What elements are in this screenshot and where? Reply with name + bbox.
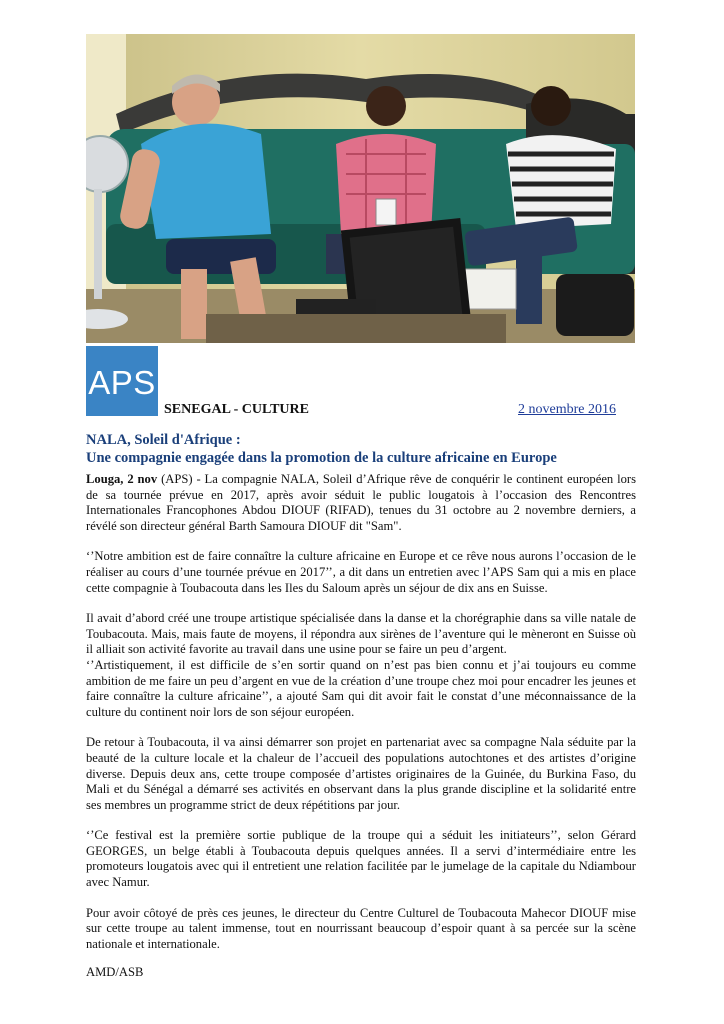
paragraph-1 — [86, 472, 636, 534]
paragraph-1-text: (APS) - La compagnie NALA, Soleil d’Afrique rêve de conquérir le continent européen lors de sa tournée prévue en 2017, après avoir séduit le public lougatois à l’occasion des Rencontres Internationales Francophones Abdou DIOUF (RIFAD), tenues du 31 octobre au 2 novembre derniers, a révélé son directeur général Barth Samoura DIOUF dit "Sam". — [86, 472, 636, 533]
aps-logo — [86, 346, 158, 416]
paragraph-6: ‘’Ce festival est la première sortie publique de la troupe qui a séduit les initiateurs’’, selon Gérard GEORGES, un belge établi à Toubacouta depuis quelques années. Il a servi d’intermédiaire entre les promoteurs lougatois avec qui il entretient une relation facilitée par le jumelage de la capitale du Ndiambour avec Namur. — [86, 828, 636, 890]
article-date-link[interactable]: 2 novembre 2016 — [518, 402, 616, 417]
paragraph-2: ‘’Notre ambition est de faire connaître la culture africaine en Europe et ce rêve nous aurons l’occasion de le réaliser au cours d’une tournée prévue en 2017’’, a dit dans un entretien avec l’APS Sam qui a mis en place cette compagnie à Toubacouta dans les Iles du Saloum après un séjour de dix ans en Suisse. — [86, 549, 636, 595]
paragraph-7: Pour avoir côtoyé de près ces jeunes, le directeur du Centre Culturel de Toubacouta Mahecor DIOUF mise sur cette troupe au talent immense, tout en nourrissant beaucoup d’espoir quant à sa percée sur la scène nationale et internationale. — [86, 905, 636, 951]
article-photo — [86, 34, 635, 343]
aps-logo-text: APS — [88, 364, 156, 401]
dateline: Louga, 2 nov — [86, 472, 158, 486]
paragraph-3: Il avait d’abord créé une troupe artistique spécialisée dans la danse et la chorégraphie dans sa ville natale de Toubacouta. Mais, mais faute de moyens, il répondra aux sirènes de l’aventure qui le mèneront en Suisse où il alliait son activité favorite au travail dans une usine pour se faire un peu d’argent. — [86, 611, 636, 657]
photo-illustration — [86, 34, 635, 343]
headline-line-1: NALA, Soleil d'Afrique : — [86, 432, 241, 448]
paragraph-5: De retour à Toubacouta, il va ainsi démarrer son projet en partenariat avec sa compagne Nala séduite par la beauté de la culture locale et la chaleur de l’accueil des populations autochtones et des artistes d’origine diverse. Depuis deux ans, cette troupe composée d’artistes originaires de la Guinée, du Burkina Faso, du Mali et du Sénégal a démarré ses activités en observant dans la plus grande discipline et la solidarité entre ses membres un programme strict de deux répétitions par jour. — [86, 735, 636, 812]
paragraph-4: ‘’Artistiquement, il est difficile de s’en sortir quand on n’est pas bien connu et j’ai toujours eu comme ambition de me faire un peu d’argent en vue de la création d’une troupe chez moi pour encadrer les jeunes et faire connaître la culture africaine’’, a ajouté Sam qui dit avoir fait le constat d’une méconnaissance de la culture du continent noir lors de son séjour européen. — [86, 657, 636, 719]
section-label: SENEGAL - CULTURE — [164, 402, 309, 417]
article-body — [86, 472, 636, 967]
headline-line-2: Une compagnie engagée dans la promotion de la culture africaine en Europe — [86, 450, 557, 466]
article-signature: AMD/ASB — [86, 965, 144, 979]
article-headline — [86, 431, 646, 467]
